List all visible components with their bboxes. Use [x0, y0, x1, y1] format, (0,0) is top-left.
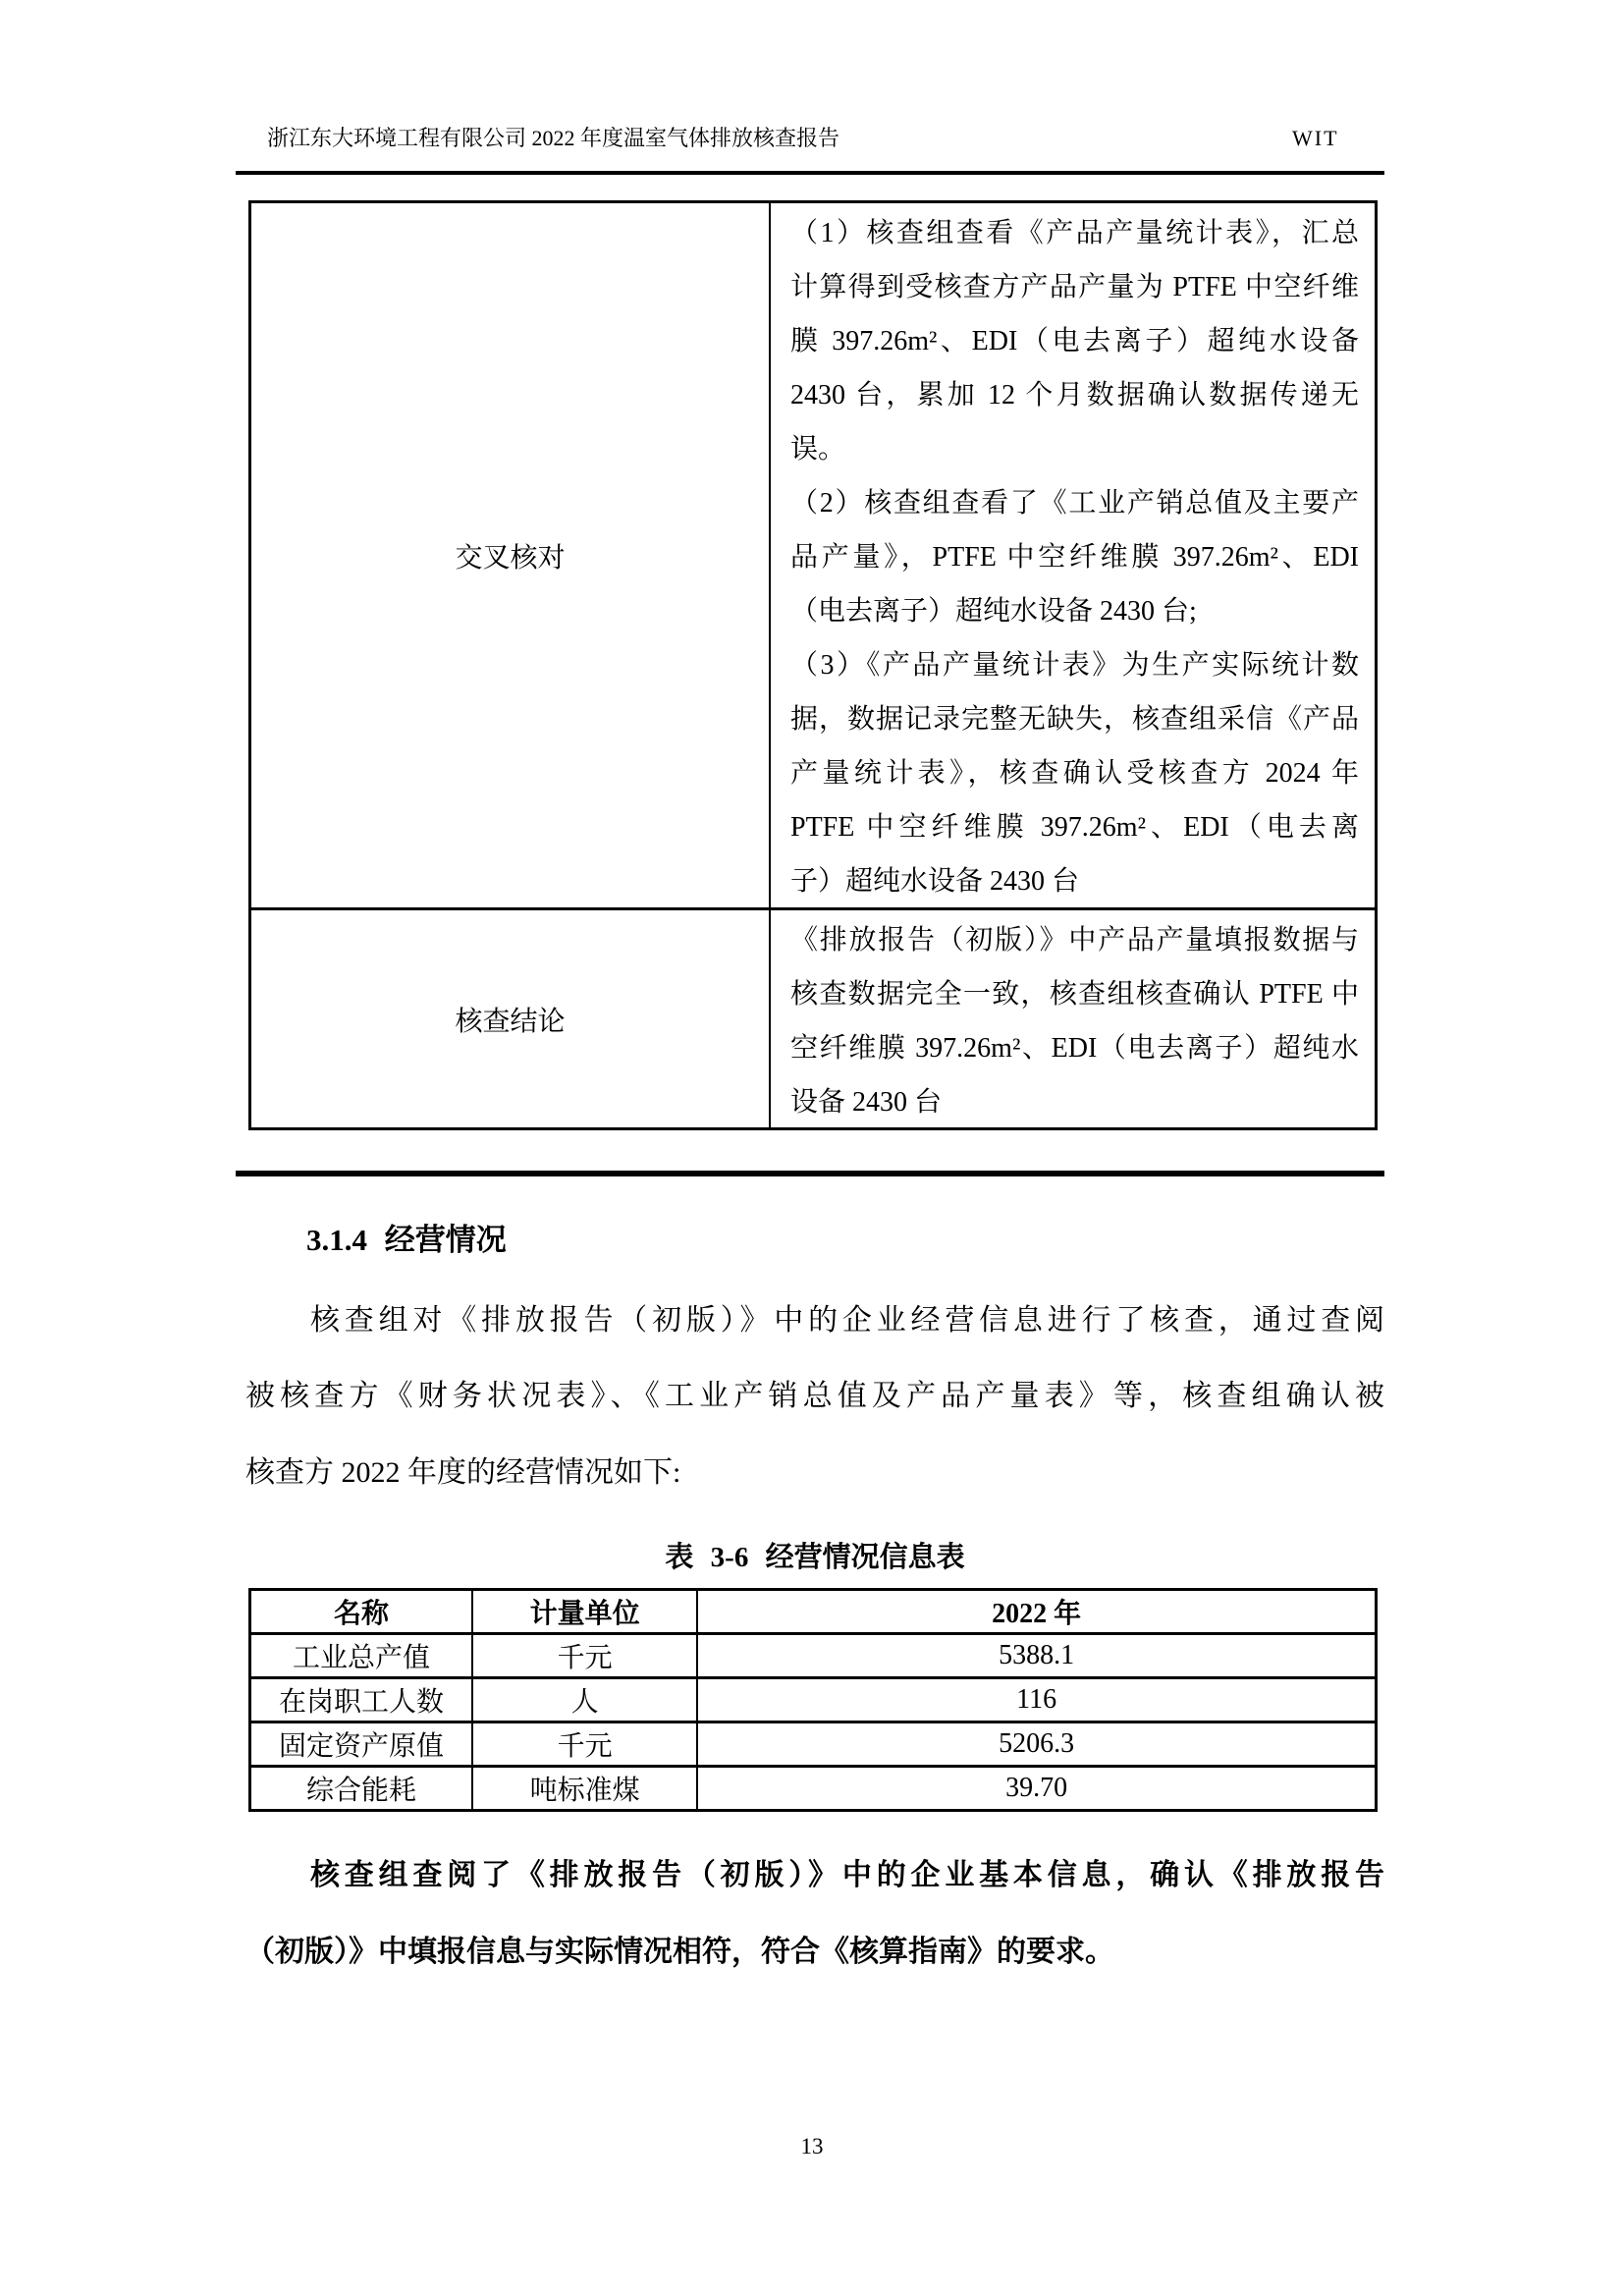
table-row: [250, 1767, 1377, 1811]
cell-unit: 吨标准煤: [472, 1767, 697, 1811]
paragraph-line: 核查方 2022 年度的经营情况如下:: [245, 1456, 681, 1489]
business-info-table: [248, 1588, 1378, 1812]
table-row: [251, 907, 1375, 1127]
paragraph-line: 被核查方《财务状况表》、《工业产销总值及产品产量表》等，核查组确认被: [245, 1380, 1384, 1412]
table-row: [250, 1678, 1377, 1722]
cell-name: 工业总产值: [250, 1634, 472, 1678]
cross-check-line: （电去离子）超纯水设备 2430 台;: [790, 596, 1197, 627]
page-number: 13: [800, 2134, 824, 2159]
cell-value: 39.70: [697, 1767, 1376, 1811]
cell-name: 固定资产原值: [250, 1722, 472, 1767]
section-divider-rule: [236, 1171, 1384, 1176]
cross-check-line: 产量统计表》，核查确认受核查方 2024 年: [790, 758, 1359, 789]
cross-check-line: 子）超纯水设备 2430 台: [790, 866, 1080, 897]
cell-value: 5206.3: [697, 1722, 1376, 1767]
cell-value: 116: [697, 1678, 1376, 1722]
cross-check-line: 2430 台，累加 12 个月数据确认数据传递无: [790, 380, 1359, 410]
cross-check-line: （3）《产品产量统计表》为生产实际统计数: [790, 650, 1359, 681]
cell-unit: 千元: [472, 1634, 697, 1678]
cell-unit: 人: [472, 1678, 697, 1722]
paragraph-line: 核查组查阅了《排放报告（初版）》中的企业基本信息，确认《排放报告: [310, 1859, 1384, 1891]
conclusion-cell: [771, 910, 1375, 1127]
verification-table: [248, 200, 1378, 1130]
table-row: [251, 203, 1375, 907]
cross-check-line: （2）核查组查看了《工业产销总值及主要产: [790, 488, 1359, 519]
column-header-unit: 计量单位: [472, 1590, 697, 1634]
header-logo: WIT: [1292, 126, 1339, 150]
cross-check-line: 据，数据记录完整无缺失，核查组采信《产品: [790, 704, 1359, 735]
cell-unit: 千元: [472, 1722, 697, 1767]
cell-value: 5388.1: [697, 1634, 1376, 1678]
cell-name: 综合能耗: [250, 1767, 472, 1811]
header-title: 浙江东大环境工程有限公司 2022 年度温室气体排放核查报告: [267, 126, 840, 150]
cross-check-line: PTFE 中空纤维膜 397.26m²、EDI（电去离: [790, 812, 1359, 843]
cross-check-line: （1）核查组查看《产品产量统计表》，汇总: [790, 218, 1359, 248]
cross-check-line: 误。: [790, 434, 846, 465]
cross-check-line: 膜 397.26m²、EDI（电去离子）超纯水设备: [790, 326, 1359, 356]
row-label-cross-check: 交叉核对: [251, 203, 771, 907]
paragraph-line: （初版）》中填报信息与实际情况相符，符合《核算指南》的要求。: [245, 1936, 1114, 1968]
conclusion-line: 《排放报告（初版）》中产品产量填报数据与: [790, 925, 1359, 956]
header-rule: [236, 171, 1384, 175]
column-header-year: 2022 年: [697, 1590, 1376, 1634]
paragraph-line: 核查组对《排放报告（初版）》中的企业经营信息进行了核查，通过查阅: [310, 1304, 1384, 1337]
section-heading: 3.1.4 经营情况: [306, 1223, 507, 1257]
table-row: [250, 1722, 1377, 1767]
conclusion-line: 设备 2430 台: [790, 1087, 943, 1118]
conclusion-line: 核查数据完全一致，核查组核查确认 PTFE 中: [790, 979, 1359, 1010]
cross-check-cell: [771, 203, 1375, 907]
cross-check-line: 计算得到受核查方产品产量为 PTFE 中空纤维: [790, 272, 1359, 302]
conclusion-line: 空纤维膜 397.26m²、EDI（电去离子）超纯水: [790, 1033, 1359, 1064]
table-caption: 表 3-6 经营情况信息表: [665, 1542, 965, 1573]
table-header-row: [250, 1590, 1377, 1634]
cell-name: 在岗职工人数: [250, 1678, 472, 1722]
row-label-conclusion: 核查结论: [251, 910, 771, 1127]
column-header-name: 名称: [333, 1599, 389, 1629]
table-row: [250, 1634, 1377, 1678]
cross-check-line: 品产量》，PTFE 中空纤维膜 397.26m²、EDI: [790, 542, 1359, 573]
